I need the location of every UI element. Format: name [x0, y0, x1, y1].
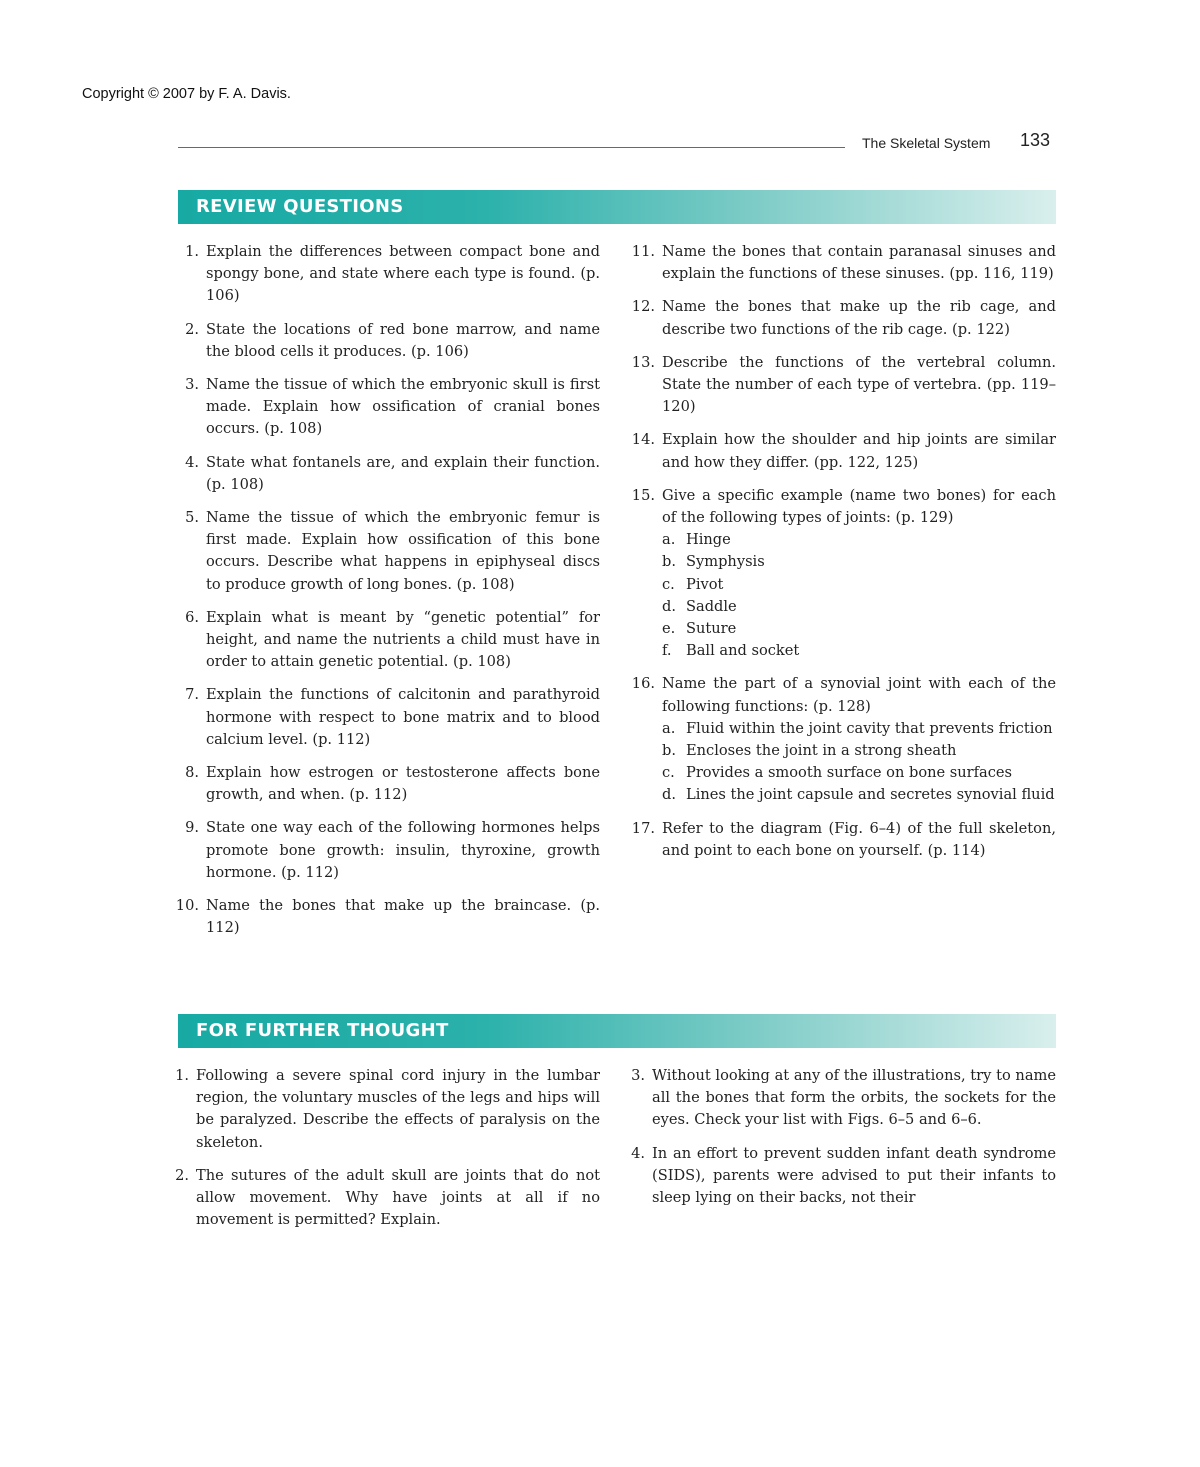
question-number: 6. — [185, 608, 199, 626]
page-number: 133 — [1020, 130, 1051, 150]
question-text: Name the tissue of which the embryonic femur is first made. Explain how ossification of this bone occurs. Describe what happens in epiphyseal discs to produce growth of long bones. (p. 108) — [206, 509, 600, 593]
question-number: 17. — [631, 819, 655, 837]
review-left-column — [172, 241, 600, 950]
review-right-column — [628, 241, 1056, 873]
sub-item — [662, 640, 1056, 662]
question-number: 8. — [185, 764, 199, 782]
question-number: 16. — [631, 675, 655, 693]
question-number: 13. — [631, 353, 655, 371]
question-body — [662, 485, 1056, 663]
question-text: In an effort to prevent sudden infant death syndrome (SIDS), parents were advised to put their infants to sleep lying on their backs, not their — [652, 1144, 1056, 1207]
question-number: 12. — [631, 298, 655, 316]
question-item — [172, 319, 600, 363]
question-text: State one way each of the following hormones helps promote bone growth: insulin, thyroxine, growth hormone. (p. 112) — [206, 819, 600, 881]
question-number: 3. — [631, 1067, 645, 1084]
question-item — [172, 241, 600, 308]
question-item — [172, 1165, 600, 1232]
question-item — [628, 352, 1056, 419]
sub-text: Symphysis — [686, 553, 765, 571]
sub-text: Hinge — [686, 531, 731, 549]
question-item — [628, 1065, 1056, 1132]
question-text: Explain the differences between compact bone and spongy bone, and state where each type is found. (p. 106) — [206, 243, 600, 305]
question-number: 14. — [631, 431, 655, 449]
question-number: 15. — [631, 486, 655, 504]
question-item — [172, 607, 600, 674]
question-number: 7. — [185, 686, 199, 704]
question-text: Without looking at any of the illustrations, try to name all the bones that form the orbits, the sockets for the eyes. Check your list with Figs. 6–5 and 6–6. — [652, 1067, 1056, 1129]
question-item — [172, 762, 600, 806]
question-text: Explain what is meant by “genetic potential” for height, and name the nutrients a child must have in order to attain genetic potential. (p. 108) — [206, 608, 600, 671]
sub-letter: d. — [662, 597, 676, 615]
question-item — [628, 1143, 1056, 1210]
question-item — [628, 296, 1056, 340]
question-number: 5. — [185, 509, 199, 527]
question-number: 4. — [631, 1144, 645, 1162]
question-text: Explain the functions of calcitonin and parathyroid hormone with respect to bone matrix and to blood calcium level. (p. 112) — [206, 686, 600, 748]
question-text: Name the bones that contain paranasal sinuses and explain the functions of these sinuses. (pp. 116, 119) — [662, 243, 1056, 283]
sub-item — [662, 762, 1056, 784]
sub-item — [662, 574, 1056, 596]
sub-letter: a. — [662, 719, 676, 737]
question-item — [628, 241, 1056, 285]
sub-item — [662, 740, 1056, 762]
question-text: Give a specific example (name two bones) for each of the following types of joints: (p. 129) — [662, 486, 1056, 527]
sub-letter: c. — [662, 575, 675, 593]
question-text: Describe the functions of the vertebral column. State the number of each type of vertebra. (pp. 119–120) — [662, 353, 1056, 416]
sub-item — [662, 529, 1056, 551]
sub-item — [662, 551, 1056, 573]
further-thought-banner — [178, 1014, 1056, 1048]
question-number: 11. — [631, 243, 655, 260]
question-item — [172, 684, 600, 751]
sub-letter: d. — [662, 786, 676, 804]
review-questions-title: REVIEW QUESTIONS — [196, 196, 404, 217]
sub-text: Lines the joint capsule and secretes synovial fluid — [686, 786, 1055, 804]
sub-item — [662, 596, 1056, 618]
question-number: 2. — [185, 320, 199, 338]
question-text: Name the bones that make up the braincase. (p. 112) — [206, 897, 600, 937]
sub-text: Provides a smooth surface on bone surfaces — [686, 764, 1013, 782]
review-questions-banner — [178, 190, 1056, 224]
question-text: State what fontanels are, and explain their function. (p. 108) — [206, 453, 600, 493]
question-text: The sutures of the adult skull are joints that do not allow movement. Why have joints at all if no movement is permitted? Explain. — [196, 1166, 600, 1229]
question-item — [628, 429, 1056, 473]
question-text: Name the bones that make up the rib cage, and describe two functions of the rib cage. (p. 122) — [662, 298, 1056, 338]
question-item — [628, 485, 1056, 663]
copyright-notice: Copyright © 2007 by F. A. Davis. — [82, 86, 291, 102]
question-number: 3. — [185, 376, 199, 394]
sub-text: Suture — [686, 620, 737, 638]
question-text: Refer to the diagram (Fig. 6–4) of the full skeleton, and point to each bone on yourself. (p. 114) — [662, 819, 1056, 859]
question-text: State the locations of red bone marrow, and name the blood cells it produces. (p. 106) — [206, 320, 600, 360]
sub-letter: a. — [662, 531, 676, 549]
question-item — [172, 817, 600, 884]
question-text: Explain how the shoulder and hip joints are similar and how they differ. (pp. 122, 125) — [662, 431, 1056, 471]
question-item — [172, 452, 600, 496]
question-number: 2. — [175, 1166, 189, 1184]
question-item — [172, 895, 600, 939]
sub-letter: c. — [662, 764, 675, 782]
sub-item — [662, 618, 1056, 640]
sub-letter: b. — [662, 553, 676, 571]
sub-letter: e. — [662, 620, 676, 638]
question-item — [172, 507, 600, 596]
question-text: Explain how estrogen or testosterone affects bone growth, and when. (p. 112) — [206, 764, 600, 804]
further-right-column — [628, 1065, 1056, 1220]
question-number: 1. — [185, 243, 199, 260]
question-item — [628, 673, 1056, 806]
question-number: 4. — [185, 453, 199, 471]
running-title: The Skeletal System — [862, 135, 991, 151]
question-item — [628, 818, 1056, 862]
question-number: 9. — [185, 819, 199, 837]
sub-text: Saddle — [686, 597, 737, 615]
sub-text: Ball and socket — [686, 642, 800, 660]
sub-text: Pivot — [686, 575, 724, 593]
question-number: 1. — [175, 1067, 189, 1084]
question-text: Name the part of a synovial joint with each of the following functions: (p. 128) — [662, 675, 1056, 715]
sub-text: Encloses the joint in a strong sheath — [686, 742, 957, 760]
question-body — [662, 673, 1056, 806]
sub-item — [662, 784, 1056, 806]
sub-text: Fluid within the joint cavity that prevents friction — [686, 719, 1053, 737]
question-text: Name the tissue of which the embryonic skull is first made. Explain how ossification of cranial bones occurs. (p. 108) — [206, 376, 600, 438]
question-number: 10. — [175, 897, 199, 915]
question-item — [172, 1065, 600, 1154]
sub-letter: f. — [662, 642, 672, 660]
sub-letter: b. — [662, 742, 676, 760]
question-item — [172, 374, 600, 441]
header-rule — [178, 147, 845, 148]
sub-item — [662, 718, 1056, 740]
question-text: Following a severe spinal cord injury in the lumbar region, the voluntary muscles of the legs and hips will be paralyzed. Describe the effects of paralysis on the skeleton. — [196, 1067, 600, 1151]
further-left-column — [172, 1065, 600, 1242]
further-thought-title: FOR FURTHER THOUGHT — [196, 1020, 449, 1041]
